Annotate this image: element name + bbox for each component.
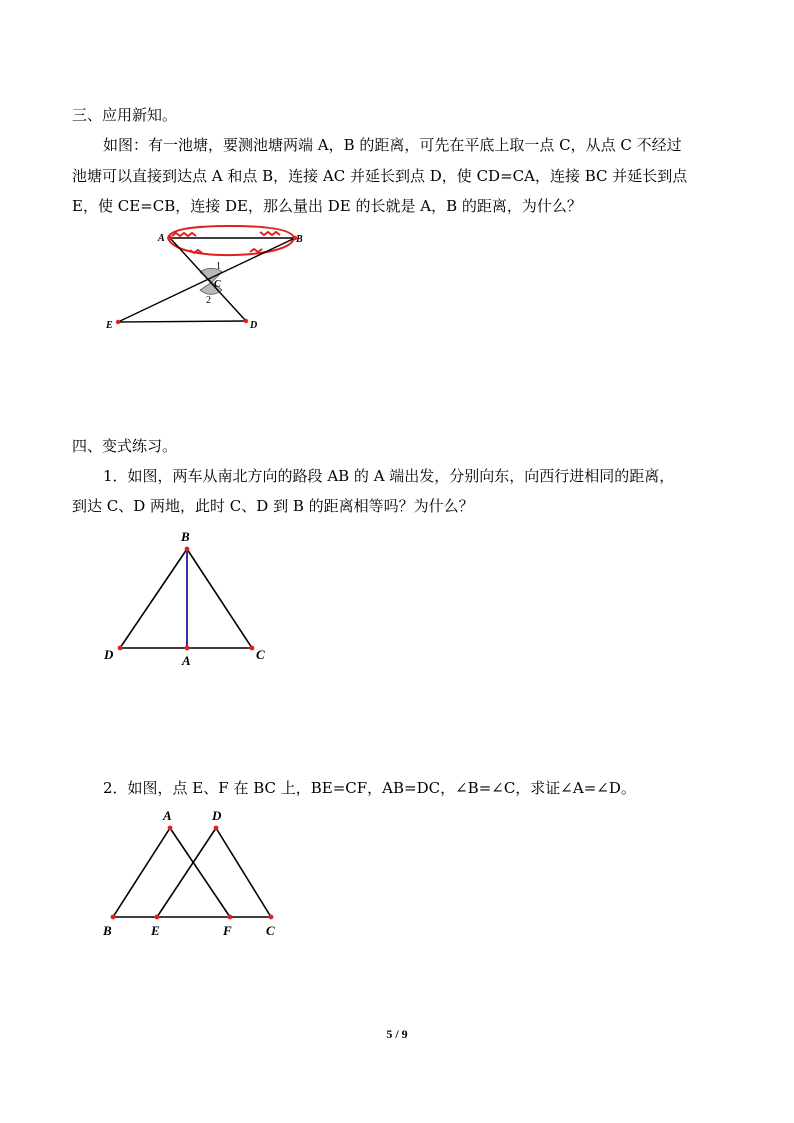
q1-label-B: B bbox=[181, 529, 190, 544]
q2-point-D bbox=[214, 826, 219, 831]
q2-label-F: F bbox=[223, 923, 232, 938]
point-D bbox=[244, 319, 248, 323]
pond-outline bbox=[168, 226, 294, 255]
q1-segment-BD bbox=[120, 549, 187, 648]
page-number: 5 / 9 bbox=[386, 1027, 408, 1041]
point-E bbox=[116, 320, 120, 324]
label-A: A bbox=[158, 233, 165, 244]
section3-heading: 三、应用新知。 bbox=[72, 106, 178, 124]
q2-segment-DC bbox=[216, 828, 271, 917]
segment-BE bbox=[118, 238, 295, 322]
section3-para-line-1: 如图：有一池塘，要测池塘两端 A，B 的距离，可先在平底上取一点 C，从点 C 不经过 bbox=[103, 136, 682, 154]
section3-para-line-3: E，使 CE=CB，连接 DE，那么量出 DE 的长就是 A，B 的距离，为什么？ bbox=[72, 197, 582, 215]
section3-para-line-2: 池塘可以直接到达点 A 和点 B，连接 AC 并延长到点 D，使 CD=CA，连接 BC 并延长到点 bbox=[72, 167, 688, 185]
q2-segment-AF bbox=[170, 828, 230, 917]
q2-point-F bbox=[228, 915, 233, 920]
label-C: C bbox=[214, 279, 221, 290]
label-D: D bbox=[250, 320, 258, 331]
q2-segment-DE bbox=[157, 828, 216, 917]
q2-point-A bbox=[168, 826, 173, 831]
q2-point-E bbox=[155, 915, 160, 920]
q2-line: 2．如图，点 E、F 在 BC 上，BE=CF，AB=DC，∠B=∠C，求证∠A=∠D。 bbox=[103, 779, 636, 797]
q1-segment-BC bbox=[187, 549, 252, 648]
q1-point-C bbox=[250, 646, 255, 651]
q2-label-A: A bbox=[163, 808, 172, 823]
q2-segment-AB bbox=[113, 828, 170, 917]
label-angle-2: 2 bbox=[206, 295, 211, 306]
label-E: E bbox=[106, 320, 113, 331]
label-angle-1: 1 bbox=[216, 261, 221, 272]
label-B: B bbox=[296, 234, 303, 245]
q2-point-B bbox=[111, 915, 116, 920]
q2-label-B: B bbox=[103, 923, 112, 938]
q1-line-2: 到达 C、D 两地，此时 C、D 到 B 的距离相等吗？为什么？ bbox=[72, 497, 474, 515]
q1-label-A: A bbox=[182, 653, 191, 668]
q1-label-C: C bbox=[256, 647, 265, 662]
q1-point-A bbox=[185, 646, 190, 651]
q2-label-C: C bbox=[266, 923, 275, 938]
q1-line-1: 1．如图，两车从南北方向的路段 AB 的 A 端出发，分别向东，向西行进相同的距离， bbox=[103, 467, 675, 485]
section4-heading: 四、变式练习。 bbox=[72, 437, 178, 455]
q1-point-B bbox=[185, 547, 190, 552]
point-A bbox=[168, 236, 172, 240]
q2-point-C bbox=[269, 915, 274, 920]
q1-point-D bbox=[118, 646, 123, 651]
q2-label-D: D bbox=[212, 808, 222, 823]
q1-label-D: D bbox=[104, 647, 114, 662]
segment-ED bbox=[118, 321, 246, 322]
q2-label-E: E bbox=[151, 923, 160, 938]
